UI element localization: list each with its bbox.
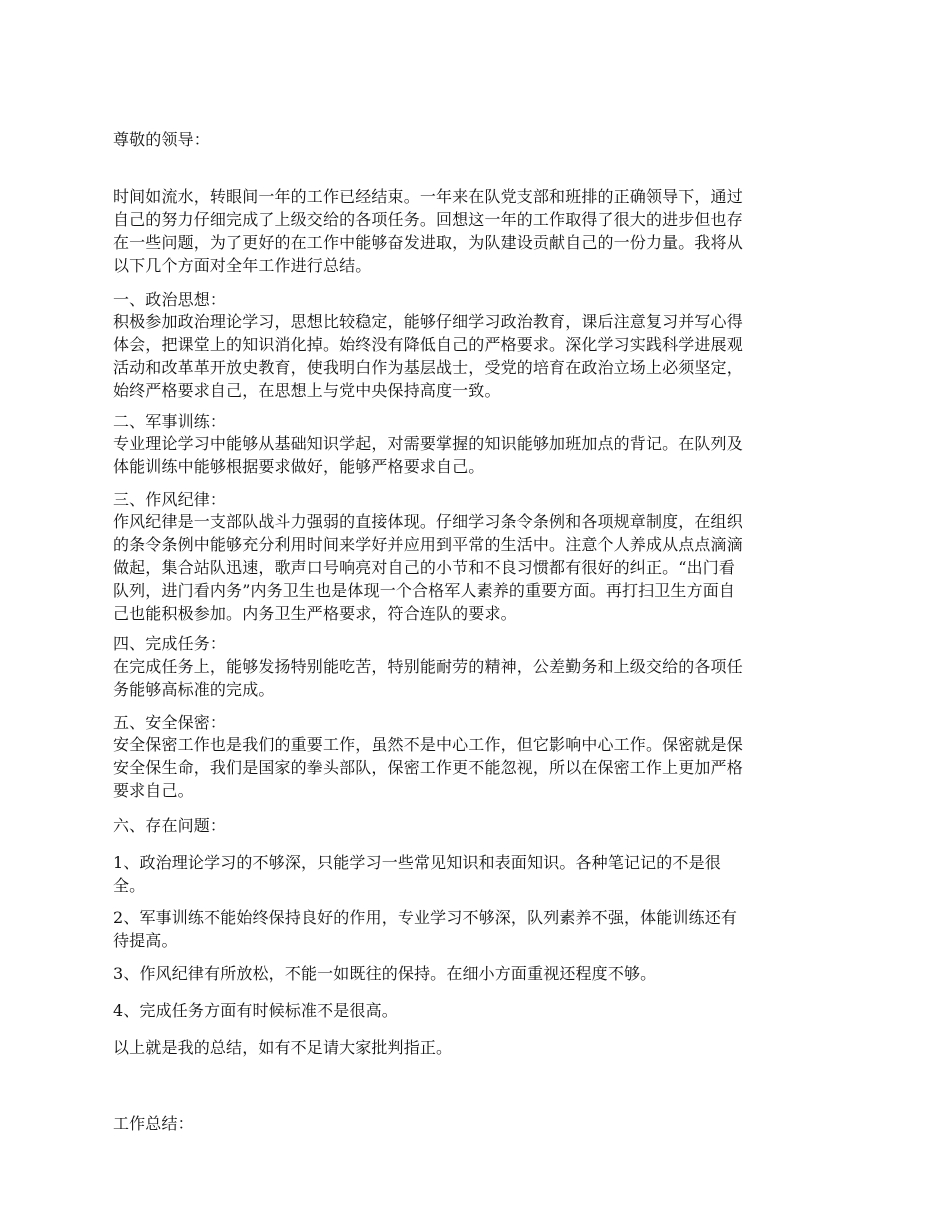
closing-line: 以上就是我的总结，如有不足请大家批判指正。 xyxy=(113,1038,453,1057)
section-line: 安全保生命，我们是国家的拳头部队，保密工作更不能忽视，所以在保密工作上更加严格 xyxy=(113,758,743,777)
salutation: 尊敬的领导： xyxy=(113,130,210,149)
section-heading: 二、军事训练： xyxy=(113,412,227,431)
section-line: 作风纪律是一支部队战斗力强弱的直接体现。仔细学习条令条例和各项规章制度，在组织 xyxy=(113,512,743,531)
section-line: 体能训练中能够根据要求做好，能够严格要求自己。 xyxy=(113,457,485,476)
intro-line: 以下几个方面对全年工作进行总结。 xyxy=(113,256,372,275)
section-heading: 三、作风纪律： xyxy=(113,490,227,509)
section-line: 要求自己。 xyxy=(113,781,194,800)
section-line: 的条令条例中能够充分利用时间来学好并应用到平常的生活中。注意个人养成从点点滴滴 xyxy=(113,535,743,554)
intro-line: 自己的努力仔细完成了上级交给的各项任务。回想这一年的工作取得了很大的进步但也存 xyxy=(113,210,743,229)
section-heading: 五、安全保密： xyxy=(113,713,227,732)
section-heading: 一、政治思想： xyxy=(113,290,227,309)
section-line: 队列，进门看内务”内务卫生也是体现一个合格军人素养的重要方面。再打扫卫生方面自 xyxy=(113,581,736,600)
section-line: 在完成任务上，能够发扬特别能吃苦，特别能耐劳的精神，公差勤务和上级交给的各项任 xyxy=(113,657,743,676)
issue-item: 3、作风纪律有所放松，不能一如既往的保持。在细小方面重视还程度不够。 xyxy=(113,964,657,983)
issue-item: 待提高。 xyxy=(113,931,178,950)
section-line: 专业理论学习中能够从基础知识学起，对需要掌握的知识能够加班加点的背记。在队列及 xyxy=(113,434,743,453)
issue-item: 1、政治理论学习的不够深，只能学习一些常见知识和表面知识。各种笔记记的不是很 xyxy=(113,853,721,872)
section-line: 活动和改革革开放史教育，使我明白作为基层战士，受党的培育在政治立场上必须坚定， xyxy=(113,358,743,377)
section-heading: 四、完成任务： xyxy=(113,634,227,653)
intro-line: 在一些问题，为了更好的在工作中能够奋发进取，为队建设贡献自己的一份力量。我将从 xyxy=(113,233,743,252)
section-line: 务能够高标准的完成。 xyxy=(113,680,275,699)
issue-item: 全。 xyxy=(113,876,146,895)
section-line: 己也能积极参加。内务卫生严格要求，符合连队的要求。 xyxy=(113,604,517,623)
intro-line: 时间如流水，转眼间一年的工作已经结束。一年来在队党支部和班排的正确领导下，通过 xyxy=(113,187,743,206)
section-line: 做起，集合站队迅速，歌声口号响亮对自己的小节和不良习惯都有很好的纠正。“出门看 xyxy=(113,558,736,577)
issue-item: 4、完成任务方面有时候标准不是很高。 xyxy=(113,1001,398,1020)
section-line: 体会，把课堂上的知识消化掉。始终没有降低自己的严格要求。深化学习实践科学进展观 xyxy=(113,335,743,354)
issue-item: 2、军事训练不能始终保持良好的作用，专业学习不够深，队列素养不强，体能训练还有 xyxy=(113,908,738,927)
section-line: 始终严格要求自己，在思想上与党中央保持高度一致。 xyxy=(113,381,501,400)
section-line: 安全保密工作也是我们的重要工作，虽然不是中心工作，但它影响中心工作。保密就是保 xyxy=(113,735,743,754)
section-line: 积极参加政治理论学习，思想比较稳定，能够仔细学习政治教育，课后注意复习并写心得 xyxy=(113,312,743,331)
footer-heading: 工作总结： xyxy=(113,1114,194,1133)
section-heading: 六、存在问题： xyxy=(113,816,227,835)
